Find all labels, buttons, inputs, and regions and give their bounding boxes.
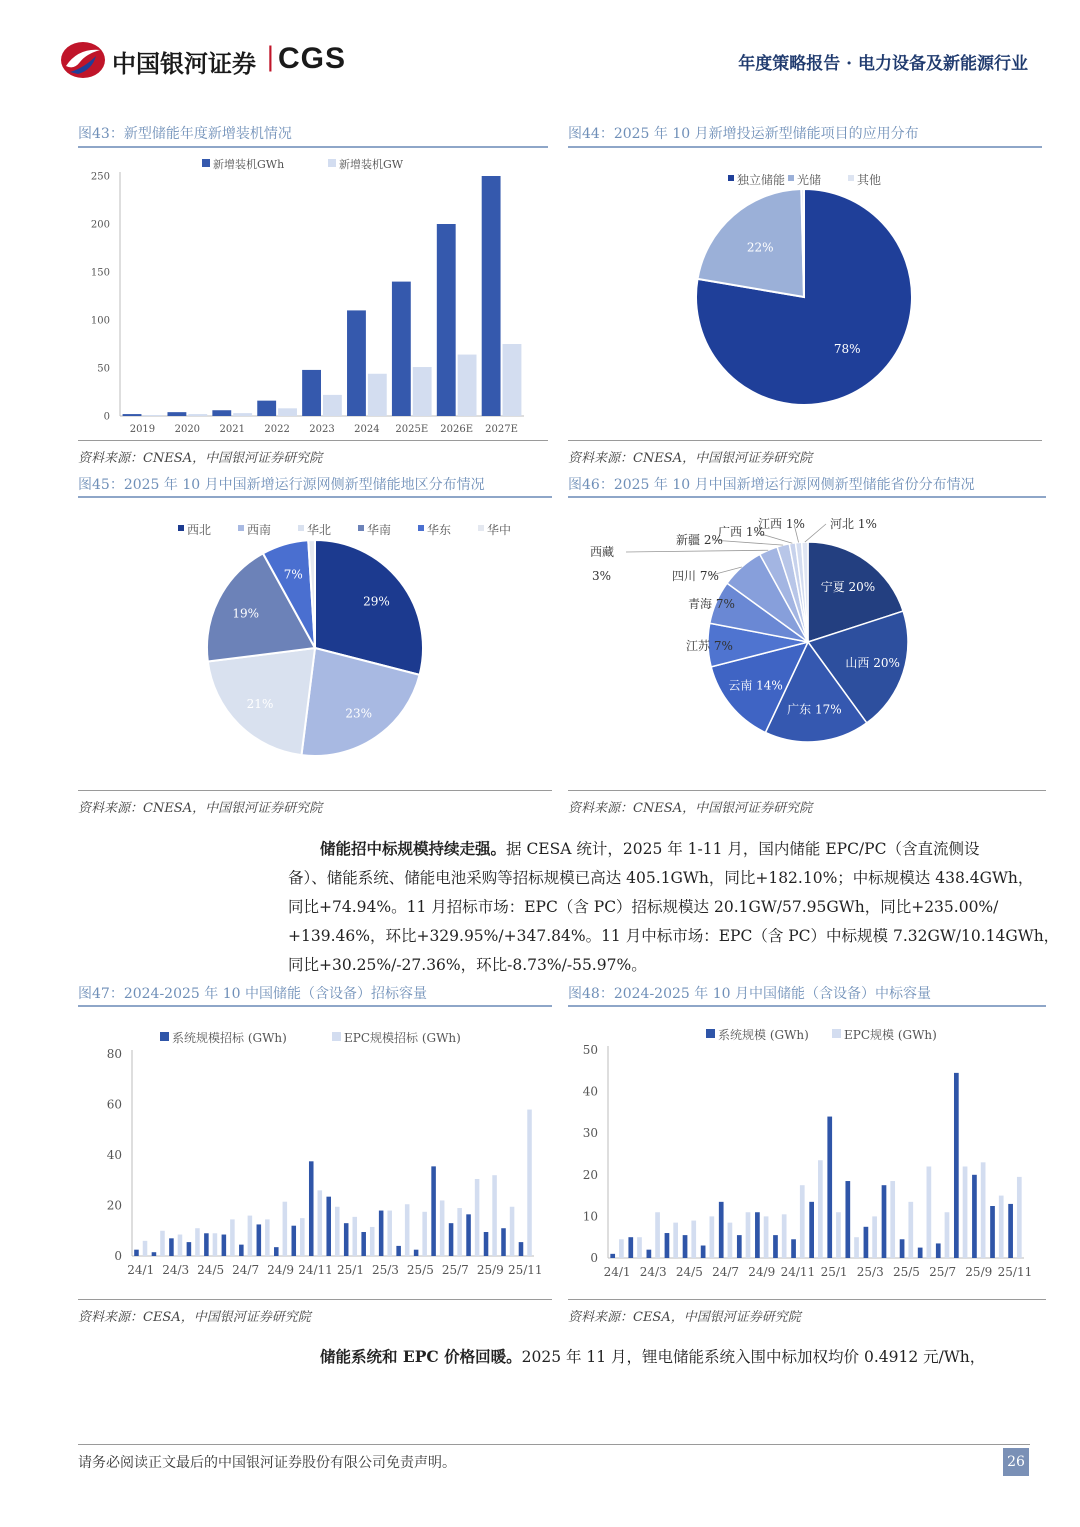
bar-series-1-25/11 bbox=[1008, 1204, 1013, 1258]
bar-series-2-2020 bbox=[188, 414, 207, 416]
bar-series-1-25/8 bbox=[466, 1214, 471, 1256]
bar-series-1-25/4 bbox=[396, 1246, 401, 1256]
x-tick-label: 24/1 bbox=[603, 1265, 631, 1279]
pie-label-广西: 广西 1% bbox=[718, 525, 765, 539]
leader-line-西藏 bbox=[626, 550, 768, 552]
x-tick-label: 2026E bbox=[440, 424, 474, 435]
bar-series-2-24/10 bbox=[782, 1214, 787, 1258]
legend-label: 独立储能 bbox=[737, 173, 786, 187]
legend-swatch bbox=[160, 1032, 169, 1041]
bar-series-2-25/10 bbox=[510, 1207, 515, 1256]
figure-47-source: 资料来源：CESA，中国银河证券研究院 bbox=[78, 1310, 311, 1325]
bar-series-1-24/6 bbox=[701, 1246, 706, 1258]
pie-label-光储: 22% bbox=[746, 240, 774, 255]
bar-series-1-24/7 bbox=[239, 1245, 244, 1256]
bar-series-1-25/10 bbox=[990, 1206, 995, 1258]
bar-series-1-24/12 bbox=[809, 1202, 814, 1258]
pie-label-广东: 广东 17% bbox=[787, 702, 842, 717]
figure-48-source: 资料来源：CESA，中国银河证券研究院 bbox=[568, 1310, 801, 1325]
legend-swatch bbox=[728, 175, 734, 181]
x-tick-label: 2022 bbox=[264, 424, 290, 435]
bar-series-1-25/5 bbox=[414, 1250, 419, 1256]
legend-swatch bbox=[332, 1032, 341, 1041]
bar-series-1-2027E bbox=[482, 176, 501, 416]
pie-label-云南: 云南 14% bbox=[728, 678, 783, 693]
y-tick-label: 40 bbox=[582, 1084, 598, 1099]
y-tick-label: 150 bbox=[90, 267, 110, 279]
legend-label: 系统规模招标 (GWh) bbox=[172, 1031, 287, 1045]
bar-series-2-2023 bbox=[323, 395, 342, 416]
company-name: 中国银河证券 bbox=[112, 50, 256, 78]
pie-label-华南: 19% bbox=[232, 606, 260, 621]
figure-48-title: 图48：2024-2025 年 10 月中国储能（含设备）中标容量 bbox=[568, 986, 931, 1002]
bar-series-2-24/3 bbox=[655, 1212, 660, 1258]
bar-series-2-24/5 bbox=[213, 1233, 218, 1256]
x-tick-label: 24/3 bbox=[639, 1265, 667, 1279]
pie-label-独立储能: 78% bbox=[833, 342, 861, 357]
x-tick-label: 25/9 bbox=[965, 1265, 993, 1279]
figure-47-source-rule bbox=[78, 1299, 552, 1300]
bar-series-2-2019 bbox=[143, 415, 162, 416]
bar-series-1-2022 bbox=[257, 401, 276, 416]
pie-label-华北: 21% bbox=[246, 696, 274, 711]
x-tick-label: 2027E bbox=[485, 424, 518, 435]
bar-series-2-24/2 bbox=[637, 1237, 642, 1258]
figure-48-chart bbox=[568, 1010, 1046, 1298]
y-tick-label: 20 bbox=[106, 1198, 122, 1213]
y-tick-label: 60 bbox=[106, 1097, 122, 1112]
bar-series-1-25/11 bbox=[519, 1242, 524, 1256]
pie-label-四川: 四川 7% bbox=[672, 569, 719, 583]
legend-swatch bbox=[238, 525, 244, 531]
bar-series-1-25/9 bbox=[484, 1232, 489, 1256]
figure-43-source-rule bbox=[78, 440, 548, 441]
pie-label-新疆: 新疆 2% bbox=[676, 533, 723, 547]
pie-label-青海: 青海 7% bbox=[688, 597, 735, 611]
figure-45-chart bbox=[78, 500, 552, 786]
bar-series-1-24/9 bbox=[755, 1212, 760, 1258]
legend-swatch bbox=[848, 175, 854, 181]
y-tick-label: 30 bbox=[582, 1126, 598, 1141]
legend-label: 其他 bbox=[857, 173, 882, 187]
figure-43-title: 图43：新型储能年度新增装机情况 bbox=[78, 126, 292, 142]
bar-series-2-24/9 bbox=[764, 1216, 769, 1258]
bar-series-2-24/6 bbox=[709, 1216, 714, 1258]
bar-series-2-25/7 bbox=[945, 1212, 950, 1258]
bar-series-2-24/2 bbox=[160, 1231, 165, 1256]
legend-swatch bbox=[298, 525, 304, 531]
bar-series-1-25/2 bbox=[361, 1232, 366, 1256]
bar-series-1-25/9 bbox=[972, 1175, 977, 1258]
footer-disclaimer: 请务必阅读正文最后的中国银河证券股份有限公司免责声明。 bbox=[78, 1455, 456, 1471]
pie-label-江苏: 江苏 7% bbox=[686, 639, 733, 653]
bar-series-1-24/5 bbox=[204, 1233, 209, 1256]
bar-series-1-2021 bbox=[212, 410, 231, 416]
bar-series-2-24/1 bbox=[619, 1239, 624, 1258]
bar-series-1-24/4 bbox=[187, 1242, 192, 1256]
figure-45-rule bbox=[78, 496, 552, 498]
pie-label-山西: 山西 20% bbox=[845, 656, 900, 671]
figure-46-source-rule bbox=[568, 790, 1046, 791]
x-tick-label: 25/7 bbox=[441, 1263, 469, 1277]
body-paragraph-1 bbox=[288, 834, 1060, 980]
bar-series-1-24/6 bbox=[222, 1235, 227, 1256]
y-tick-label: 20 bbox=[582, 1167, 598, 1182]
bar-series-2-24/12 bbox=[335, 1207, 340, 1256]
paragraph-1-line-4: +139.46%，环比+329.95%/+347.84%。11 月中标市场：EPC（含 PC）中标规模 7.32GW/10.14GWh， bbox=[288, 927, 1060, 945]
bar-series-1-2019 bbox=[123, 414, 142, 416]
x-tick-label: 2019 bbox=[129, 424, 156, 435]
body-paragraph-2 bbox=[320, 1342, 1040, 1372]
bar-series-1-24/8 bbox=[737, 1235, 742, 1258]
pie-label-西藏: 西藏 bbox=[590, 545, 615, 559]
bar-series-2-2026E bbox=[458, 355, 477, 416]
bar-series-2-25/4 bbox=[890, 1181, 895, 1258]
paragraph-2-text: 2025 年 11 月，锂电储能系统入围中标加权均价 0.4912 元/Wh， bbox=[521, 1348, 986, 1366]
legend-swatch bbox=[358, 525, 364, 531]
bar-series-1-25/7 bbox=[936, 1243, 941, 1258]
bar-series-1-2020 bbox=[167, 412, 186, 416]
paragraph-1-lead: 储能招中标规模持续走强。 bbox=[320, 839, 507, 858]
bar-series-2-25/9 bbox=[981, 1162, 986, 1258]
bar-series-2-25/5 bbox=[422, 1212, 427, 1256]
bar-series-2-24/11 bbox=[800, 1185, 805, 1258]
bar-series-2-25/9 bbox=[492, 1175, 497, 1256]
bar-series-2-25/4 bbox=[405, 1204, 410, 1256]
bar-series-1-24/11 bbox=[791, 1239, 796, 1258]
y-tick-label: 0 bbox=[114, 1249, 122, 1263]
bar-series-2-25/11 bbox=[527, 1110, 532, 1256]
bar-series-1-25/2 bbox=[845, 1181, 850, 1258]
bar-series-2-24/11 bbox=[318, 1190, 323, 1256]
bar-series-2-25/1 bbox=[836, 1212, 841, 1258]
figure-47-rule bbox=[78, 1005, 552, 1007]
y-tick-label: 10 bbox=[582, 1209, 598, 1224]
bar-series-1-24/9 bbox=[274, 1247, 279, 1256]
x-tick-label: 2020 bbox=[174, 424, 201, 435]
legend-label: 华北 bbox=[307, 523, 332, 537]
bar-series-2-25/7 bbox=[457, 1208, 462, 1256]
legend-label: 新增装机GW bbox=[339, 158, 404, 171]
bar-series-2-25/6 bbox=[927, 1166, 932, 1258]
bar-series-2-25/3 bbox=[387, 1211, 392, 1256]
pie-label-西北: 29% bbox=[363, 594, 390, 609]
y-tick-label: 40 bbox=[106, 1148, 122, 1162]
bar-series-2-2024 bbox=[368, 374, 387, 416]
bar-series-2-24/7 bbox=[248, 1216, 253, 1256]
bar-series-1-25/8 bbox=[954, 1073, 959, 1258]
figure-46-title: 图46：2025 年 10 月中国新增运行源网侧新型储能省份分布情况 bbox=[568, 477, 975, 493]
legend-label: EPC规模 (GWh) bbox=[844, 1028, 937, 1042]
bar-series-1-25/1 bbox=[344, 1223, 349, 1256]
bar-series-1-24/11 bbox=[309, 1161, 314, 1256]
x-tick-label: 24/11 bbox=[780, 1265, 816, 1279]
x-tick-label: 25/11 bbox=[997, 1265, 1033, 1279]
x-tick-label: 24/9 bbox=[748, 1265, 776, 1279]
x-tick-label: 24/3 bbox=[162, 1263, 190, 1277]
bar-series-1-24/2 bbox=[628, 1237, 633, 1258]
bar-series-1-25/6 bbox=[431, 1166, 436, 1256]
paragraph-1-line-2: 备）、储能系统、储能电池采购等招标规模已高达 405.1GWh，同比+182.10%；中标规模达 438.4GWh， bbox=[288, 869, 1034, 887]
bar-series-2-24/3 bbox=[178, 1235, 183, 1256]
figure-47-chart bbox=[78, 1010, 552, 1298]
bar-series-1-2025E bbox=[392, 282, 411, 416]
legend-label: 华中 bbox=[487, 523, 512, 537]
bar-series-2-24/8 bbox=[265, 1219, 270, 1256]
bar-series-2-25/11 bbox=[1017, 1177, 1022, 1258]
x-tick-label: 24/7 bbox=[232, 1263, 260, 1277]
paragraph-1-line-5: 同比+30.25%/-27.36%，环比-8.73%/-55.97%。 bbox=[288, 956, 647, 974]
legend-swatch bbox=[202, 159, 210, 167]
bar-series-2-25/3 bbox=[872, 1216, 877, 1258]
bar-series-1-25/3 bbox=[864, 1227, 869, 1258]
x-tick-label: 25/3 bbox=[856, 1265, 884, 1279]
x-tick-label: 25/9 bbox=[476, 1263, 504, 1277]
figure-48-rule bbox=[568, 1005, 1046, 1007]
figure-45-title: 图45：2025 年 10 月中国新增运行源网侧新型储能地区分布情况 bbox=[78, 477, 485, 493]
bar-series-2-25/2 bbox=[370, 1227, 375, 1256]
figure-45-source-rule bbox=[78, 790, 552, 791]
pie-label-西南: 23% bbox=[345, 706, 373, 721]
figure-43-source: 资料来源：CNESA，中国银河证券研究院 bbox=[78, 451, 323, 466]
bar-series-2-25/8 bbox=[963, 1166, 968, 1258]
y-tick-label: 200 bbox=[90, 219, 110, 231]
y-tick-label: 250 bbox=[90, 171, 110, 183]
x-tick-label: 24/7 bbox=[712, 1265, 740, 1279]
bar-series-1-2023 bbox=[302, 370, 321, 416]
paragraph-1-line-1: 据 CESA 统计，2025 年 1-11 月，国内储能 EPC/PC（含直流侧设 bbox=[506, 840, 980, 858]
bar-series-1-24/1 bbox=[610, 1254, 615, 1258]
bar-series-1-25/1 bbox=[827, 1117, 832, 1258]
bar-series-1-24/10 bbox=[291, 1226, 296, 1256]
bar-series-1-24/12 bbox=[326, 1197, 331, 1256]
legend-label: 西北 bbox=[187, 523, 212, 537]
bar-series-1-24/5 bbox=[683, 1235, 688, 1258]
x-tick-label: 24/9 bbox=[267, 1263, 295, 1277]
report-type: 年度策略报告 · 电力设备及新能源行业 bbox=[738, 54, 1028, 74]
bar-series-1-25/6 bbox=[918, 1248, 923, 1258]
bar-series-2-24/4 bbox=[195, 1228, 200, 1256]
bar-series-1-24/4 bbox=[665, 1233, 670, 1258]
figure-45-source: 资料来源：CNESA，中国银河证券研究院 bbox=[78, 801, 323, 816]
bar-series-2-25/2 bbox=[854, 1237, 859, 1258]
y-tick-label: 80 bbox=[106, 1047, 122, 1061]
bar-series-2-25/8 bbox=[475, 1179, 480, 1256]
legend-swatch bbox=[478, 525, 484, 531]
y-tick-label: 0 bbox=[590, 1251, 598, 1265]
paragraph-1-line-3: 同比+74.94%。11 月招标市场：EPC（含 PC）招标规模达 20.1GW/57.95GWh，同比+235.00%/ bbox=[288, 898, 999, 916]
legend-label: 光储 bbox=[797, 173, 822, 187]
footer-rule bbox=[78, 1444, 1030, 1445]
bar-series-1-24/10 bbox=[773, 1235, 778, 1258]
legend-label: 系统规模 (GWh) bbox=[718, 1028, 809, 1042]
x-tick-label: 24/1 bbox=[127, 1263, 155, 1277]
figure-47-title: 图47：2024-2025 年 10 中国储能（含设备）招标容量 bbox=[78, 986, 427, 1002]
bar-series-2-25/6 bbox=[440, 1200, 445, 1256]
figure-48-source-rule bbox=[568, 1299, 1046, 1300]
y-tick-label: 100 bbox=[90, 315, 110, 327]
bar-series-2-24/12 bbox=[818, 1160, 823, 1258]
page-number: 26 bbox=[1003, 1448, 1029, 1476]
x-tick-label: 2025E bbox=[395, 424, 429, 435]
bar-series-2-24/1 bbox=[143, 1241, 148, 1256]
pie-label-河北: 河北 1% bbox=[830, 517, 877, 531]
bar-series-1-24/1 bbox=[134, 1250, 139, 1256]
brand-name: CGS bbox=[278, 42, 347, 75]
y-tick-label: 50 bbox=[582, 1043, 598, 1057]
bar-series-1-25/5 bbox=[900, 1239, 905, 1258]
bar-series-2-24/8 bbox=[746, 1212, 751, 1258]
x-tick-label: 24/11 bbox=[298, 1263, 333, 1277]
x-tick-label: 25/5 bbox=[892, 1265, 920, 1279]
x-tick-label: 2024 bbox=[354, 424, 380, 435]
figure-44-chart bbox=[568, 150, 1042, 438]
legend-swatch bbox=[706, 1029, 715, 1038]
bar-series-1-24/3 bbox=[169, 1238, 174, 1256]
figure-46-source: 资料来源：CNESA，中国银河证券研究院 bbox=[568, 801, 813, 816]
bar-series-1-2026E bbox=[437, 224, 456, 416]
bar-series-2-25/1 bbox=[352, 1217, 357, 1256]
bar-series-1-24/3 bbox=[647, 1250, 652, 1258]
x-tick-label: 25/11 bbox=[507, 1263, 543, 1277]
figure-43-rule bbox=[78, 146, 548, 148]
bar-series-2-24/9 bbox=[283, 1202, 288, 1256]
x-tick-label: 24/5 bbox=[197, 1263, 225, 1277]
bar-series-1-25/7 bbox=[449, 1223, 454, 1256]
x-tick-label: 25/3 bbox=[371, 1263, 399, 1277]
bar-series-1-25/4 bbox=[882, 1185, 887, 1258]
bar-series-2-24/7 bbox=[728, 1223, 733, 1258]
legend-swatch bbox=[328, 159, 336, 167]
x-tick-label: 25/1 bbox=[820, 1265, 848, 1279]
x-tick-label: 2023 bbox=[309, 424, 335, 435]
y-tick-label: 50 bbox=[97, 363, 110, 375]
x-tick-label: 25/5 bbox=[406, 1263, 434, 1277]
pie-label-华东: 7% bbox=[283, 567, 303, 582]
bar-series-2-24/5 bbox=[691, 1221, 696, 1258]
bar-series-1-24/7 bbox=[719, 1202, 724, 1258]
bar-series-2-2027E bbox=[503, 344, 522, 416]
bar-series-1-24/8 bbox=[257, 1224, 262, 1256]
bar-series-1-25/3 bbox=[379, 1211, 384, 1256]
cgs-logo-icon bbox=[60, 40, 106, 80]
bar-series-2-25/5 bbox=[908, 1202, 913, 1258]
pie-label-江西: 江西 1% bbox=[758, 517, 805, 531]
legend-swatch bbox=[178, 525, 184, 531]
figure-44-source-rule bbox=[568, 440, 1042, 441]
bar-series-2-2021 bbox=[233, 413, 252, 416]
legend-label: 华东 bbox=[427, 523, 452, 537]
figure-44-source: 资料来源：CNESA，中国银河证券研究院 bbox=[568, 451, 813, 466]
leader-line-河北 bbox=[805, 524, 826, 542]
bar-series-2-24/4 bbox=[673, 1223, 678, 1258]
legend-swatch bbox=[832, 1029, 841, 1038]
bar-series-2-2025E bbox=[413, 367, 432, 416]
x-tick-label: 2021 bbox=[219, 424, 245, 435]
figure-43-chart bbox=[78, 150, 548, 438]
paragraph-2-lead: 储能系统和 EPC 价格回暖。 bbox=[320, 1347, 522, 1366]
x-tick-label: 25/7 bbox=[929, 1265, 957, 1279]
header bbox=[0, 0, 1080, 100]
legend-swatch bbox=[788, 175, 794, 181]
legend-label: 新增装机GWh bbox=[213, 158, 285, 171]
legend-label: 华南 bbox=[367, 523, 392, 537]
bar-series-1-2024 bbox=[347, 310, 366, 416]
legend-label: EPC规模招标 (GWh) bbox=[344, 1031, 461, 1045]
bar-series-1-25/10 bbox=[501, 1228, 506, 1256]
bar-series-2-2022 bbox=[278, 408, 297, 416]
bar-series-2-24/10 bbox=[300, 1218, 305, 1256]
figure-46-rule bbox=[568, 496, 1046, 498]
bar-series-1-24/2 bbox=[152, 1252, 157, 1256]
legend-label: 西南 bbox=[247, 523, 272, 537]
bar-series-2-25/10 bbox=[999, 1196, 1004, 1258]
logo-separator: | bbox=[266, 42, 275, 72]
y-tick-label: 0 bbox=[103, 411, 110, 423]
legend-swatch bbox=[418, 525, 424, 531]
x-tick-label: 25/1 bbox=[337, 1263, 364, 1277]
x-tick-label: 24/5 bbox=[675, 1265, 703, 1279]
figure-46-chart bbox=[568, 500, 1046, 786]
figure-44-rule bbox=[568, 146, 1042, 148]
figure-44-title: 图44：2025 年 10 月新增投运新型储能项目的应用分布 bbox=[568, 126, 919, 142]
pie-label-宁夏: 宁夏 20% bbox=[820, 579, 876, 594]
bar-series-2-24/6 bbox=[230, 1219, 235, 1256]
pie-label-2-西藏: 3% bbox=[592, 569, 612, 583]
